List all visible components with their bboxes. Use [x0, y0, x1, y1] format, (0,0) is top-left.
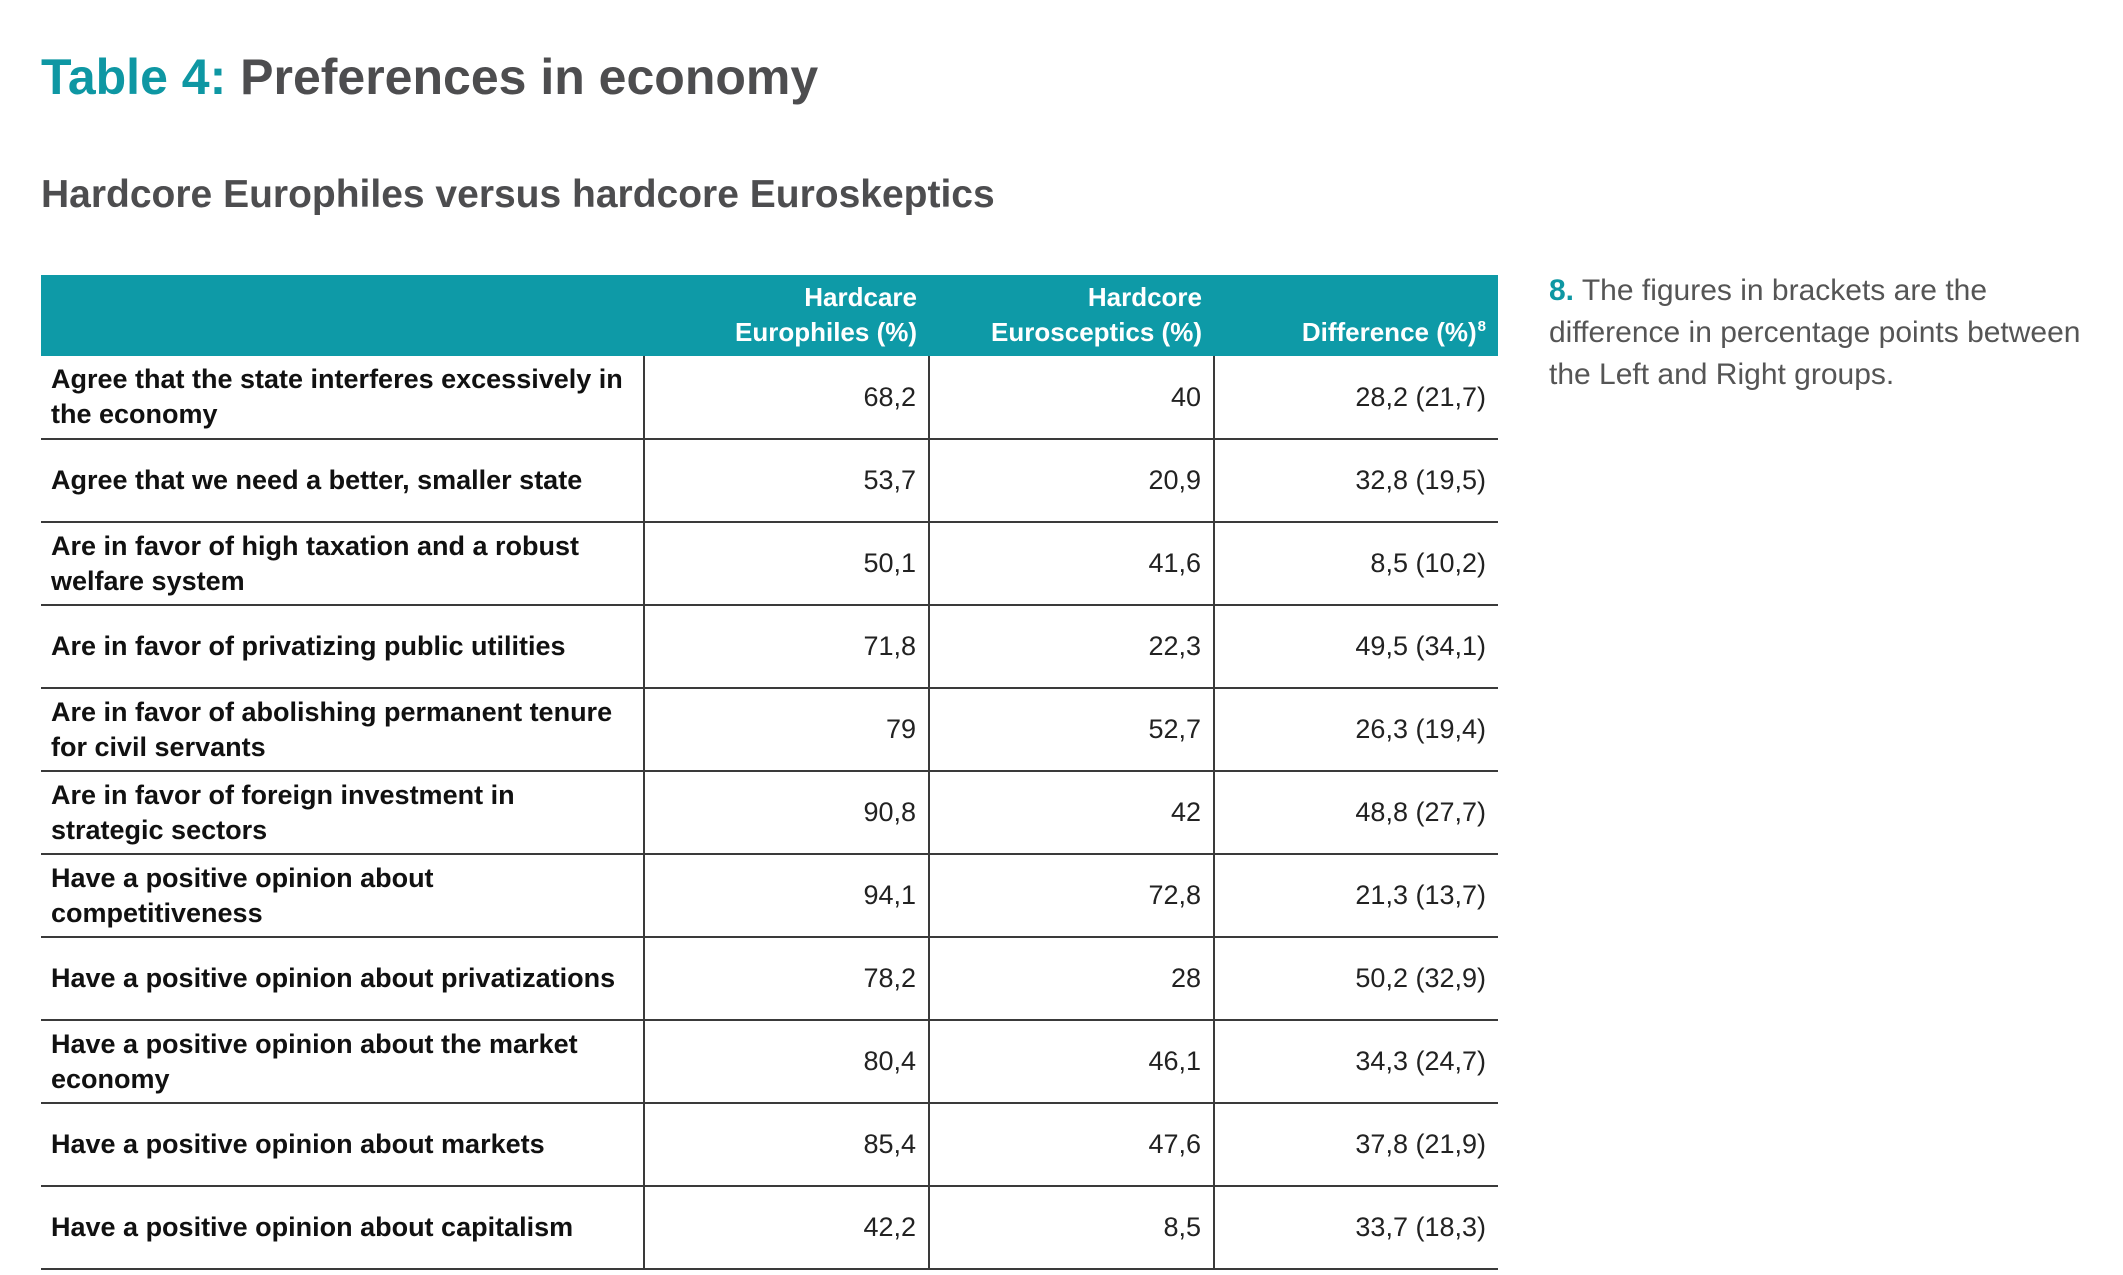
- value-europhiles: 42,2: [644, 1186, 929, 1269]
- row-label: Have a positive opinion about capitalism: [41, 1186, 644, 1269]
- table-row: [41, 688, 1498, 771]
- value-europhiles: 78,2: [644, 937, 929, 1020]
- value-difference: 26,3 (19,4): [1214, 688, 1498, 771]
- value-europhiles: 50,1: [644, 522, 929, 605]
- value-difference: 37,8 (21,9): [1214, 1103, 1498, 1186]
- footnote-ref: 8: [1477, 318, 1486, 335]
- header-blank: [41, 275, 644, 356]
- value-eurosceptics: 41,6: [929, 522, 1214, 605]
- value-difference: 8,5 (10,2): [1214, 522, 1498, 605]
- value-europhiles: 94,1: [644, 854, 929, 937]
- value-eurosceptics: 47,6: [929, 1103, 1214, 1186]
- table-row: [41, 937, 1498, 1020]
- value-difference: 32,8 (19,5): [1214, 439, 1498, 522]
- value-difference: 28,2 (21,7): [1214, 356, 1498, 439]
- row-label: Agree that the state interferes excessively in the economy: [41, 356, 644, 439]
- header-difference-label: Difference (%): [1301, 317, 1477, 347]
- table-subtitle: Hardcore Europhiles versus hardcore Euroskeptics: [41, 173, 995, 216]
- value-eurosceptics: 20,9: [929, 439, 1214, 522]
- table-row: [41, 439, 1498, 522]
- header-europhiles-line-1: Hardcare: [804, 282, 917, 312]
- header-europhiles-line-2: Europhiles (%): [734, 317, 917, 347]
- value-eurosceptics: 42: [929, 771, 1214, 854]
- row-label: Are in favor of privatizing public utilities: [41, 605, 644, 688]
- value-europhiles: 79: [644, 688, 929, 771]
- preferences-table: [41, 275, 1498, 1270]
- value-europhiles: 68,2: [644, 356, 929, 439]
- value-europhiles: 80,4: [644, 1020, 929, 1103]
- table-row: [41, 854, 1498, 937]
- footnote-text: The figures in brackets are the difference in percentage points between the Left and Right groups.: [1549, 274, 2081, 391]
- value-eurosceptics: 40: [929, 356, 1214, 439]
- row-label: Agree that we need a better, smaller state: [41, 439, 644, 522]
- table-body: [41, 356, 1498, 1269]
- value-difference: 21,3 (13,7): [1214, 854, 1498, 937]
- value-eurosceptics: 72,8: [929, 854, 1214, 937]
- value-europhiles: 53,7: [644, 439, 929, 522]
- value-difference: 33,7 (18,3): [1214, 1186, 1498, 1269]
- table-title: Preferences in economy: [240, 49, 819, 105]
- value-europhiles: 90,8: [644, 771, 929, 854]
- header-difference: [1214, 275, 1498, 356]
- row-label: Are in favor of high taxation and a robust welfare system: [41, 522, 644, 605]
- header-europhiles: [644, 275, 929, 356]
- table-row: [41, 605, 1498, 688]
- table-row: [41, 1020, 1498, 1103]
- value-eurosceptics: 28: [929, 937, 1214, 1020]
- value-eurosceptics: 8,5: [929, 1186, 1214, 1269]
- table-row: [41, 771, 1498, 854]
- value-eurosceptics: 46,1: [929, 1020, 1214, 1103]
- table-row: [41, 356, 1498, 439]
- row-label: Are in favor of abolishing permanent tenure for civil servants: [41, 688, 644, 771]
- value-difference: 48,8 (27,7): [1214, 771, 1498, 854]
- table-row: [41, 1103, 1498, 1186]
- page-title: [41, 44, 818, 110]
- row-label: Have a positive opinion about markets: [41, 1103, 644, 1186]
- row-label: Are in favor of foreign investment in strategic sectors: [41, 771, 644, 854]
- row-label: Have a positive opinion about privatizations: [41, 937, 644, 1020]
- value-europhiles: 85,4: [644, 1103, 929, 1186]
- table-number: Table 4:: [41, 49, 227, 105]
- value-difference: 34,3 (24,7): [1214, 1020, 1498, 1103]
- value-europhiles: 71,8: [644, 605, 929, 688]
- footnote: [1549, 270, 2114, 396]
- table-row: [41, 522, 1498, 605]
- header-eurosceptics-line-2: Eurosceptics (%): [991, 317, 1202, 347]
- value-difference: 50,2 (32,9): [1214, 937, 1498, 1020]
- header-eurosceptics-line-1: Hardcore: [1087, 282, 1202, 312]
- row-label: Have a positive opinion about competitiveness: [41, 854, 644, 937]
- row-label: Have a positive opinion about the market economy: [41, 1020, 644, 1103]
- footnote-number: 8.: [1549, 274, 1575, 307]
- table-header-row: [41, 275, 1498, 356]
- value-eurosceptics: 22,3: [929, 605, 1214, 688]
- header-eurosceptics: [929, 275, 1214, 356]
- table-row: [41, 1186, 1498, 1269]
- value-difference: 49,5 (34,1): [1214, 605, 1498, 688]
- value-eurosceptics: 52,7: [929, 688, 1214, 771]
